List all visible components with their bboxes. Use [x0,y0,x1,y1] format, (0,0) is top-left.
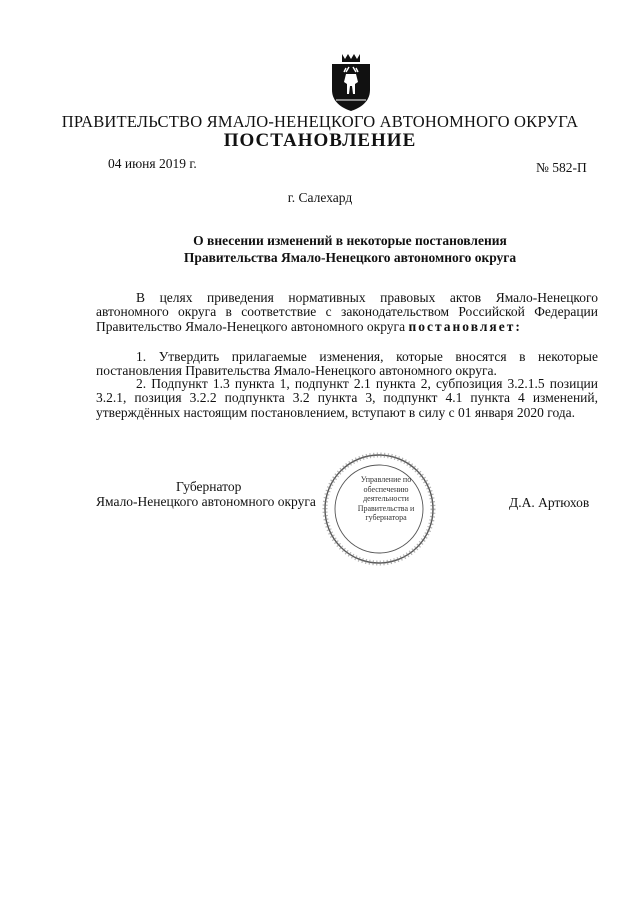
document-city: г. Салехард [287,190,353,205]
preamble-paragraph [96,291,598,334]
title-line-2: Правительства Ямало-Ненецкого автономного округа [183,250,517,265]
preamble-keyword: постановляет: [408,318,522,334]
stamp-text: Управление по обеспечению деятельности Правительства и губернатора [357,475,415,522]
document-number: № 582-П [536,160,587,175]
signer-name: Д.А. Артюхов [509,495,590,510]
signer-position-line-1: Губернатор [176,479,242,494]
signer-position-line-2: Ямало-Ненецкого автономного округа [96,494,316,509]
document-title [150,232,550,266]
document-date: 04 июня 2019 г. [108,156,197,171]
yamal-coat-of-arms-icon [328,50,374,112]
document-type: ПОСТАНОВЛЕНИЕ [223,130,417,151]
preamble-text: В целях приведения нормативных правовых актов Ямало-Ненецкого автономного округа в соответствие с законодательством Российской Федерации Правительство Ямало-Ненецкого автономного округа [96,290,598,334]
item-2-paragraph: 2. Подпункт 1.3 пункта 1, подпункт 2.1 пункта 2, субпозиция 3.2.1.5 позиции 3.2.1, позиция 3.2.2 подпункта 3.2 пункта 3, подпункт 4.1 пункта 4 изменений, утверждённых настоящим постановлением, вступают в силу с 01 января 2020 года. [96,376,598,420]
title-line-1: О внесении изменений в некоторые постановления [193,233,507,248]
item-1-paragraph: 1. Утвердить прилагаемые изменения, которые вносятся в некоторые постановления Правительства Ямало-Ненецкого автономного округа. [96,349,598,379]
organization-name: ПРАВИТЕЛЬСТВО ЯМАЛО-НЕНЕЦКОГО АВТОНОМНОГО ОКРУГА [61,112,579,131]
